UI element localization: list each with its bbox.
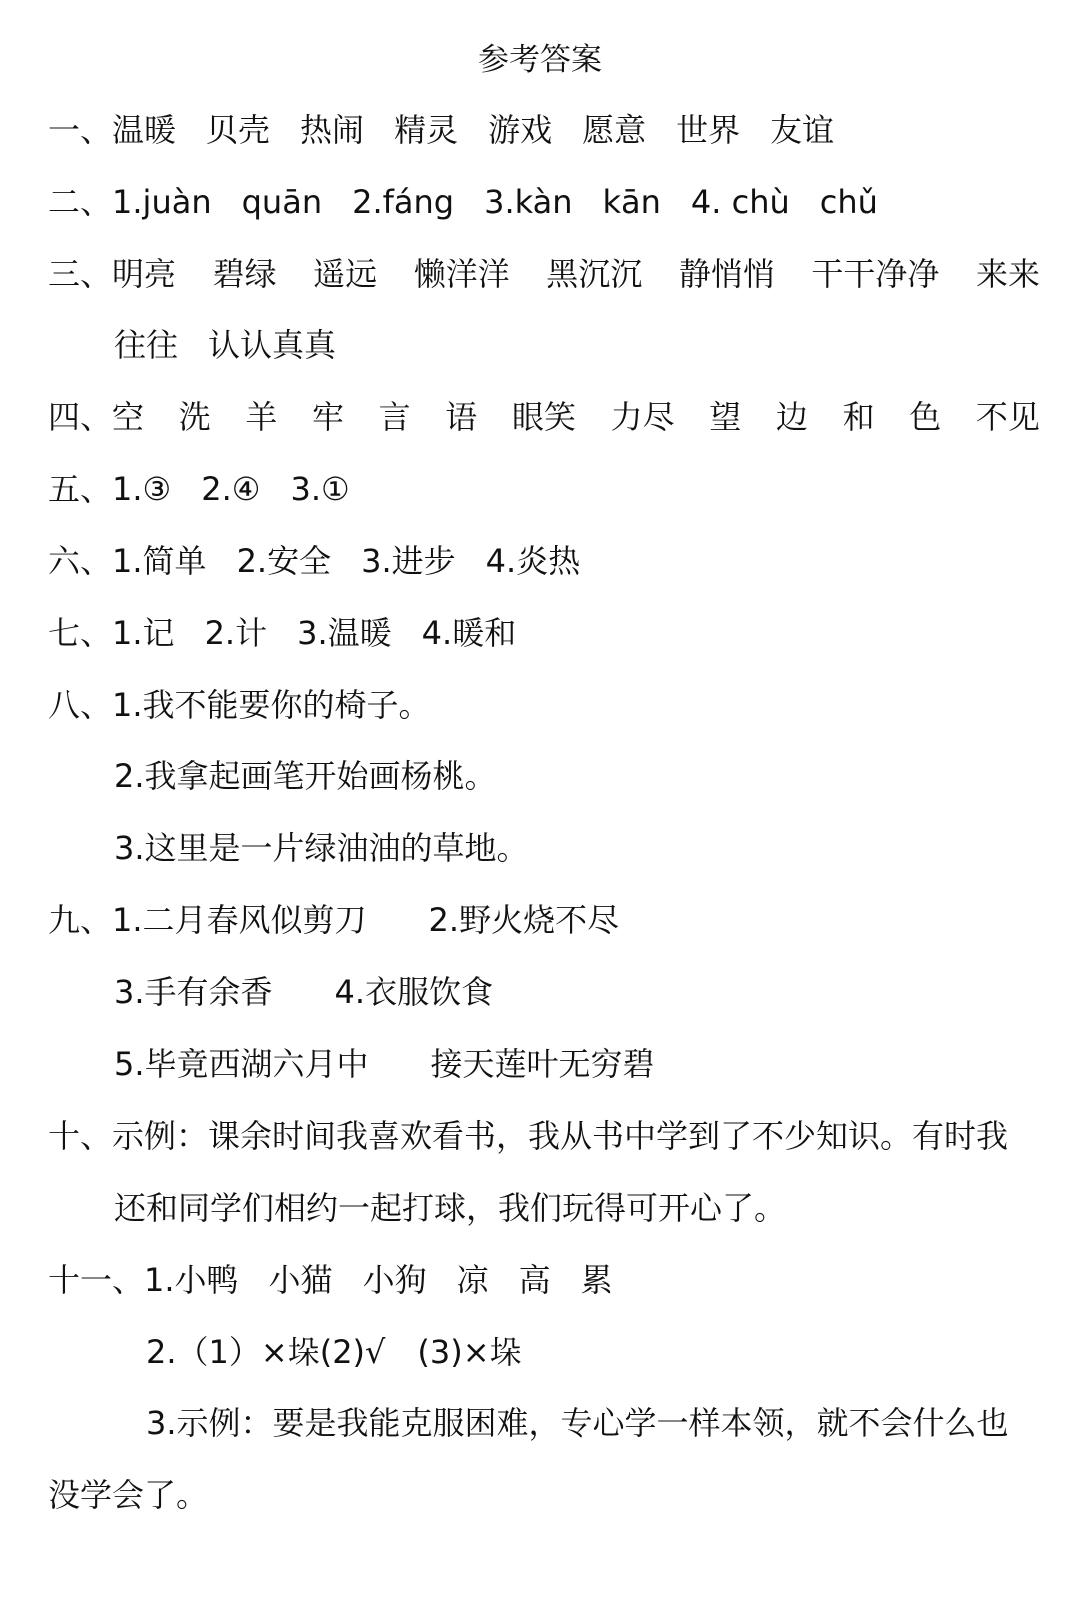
section-5-prefix: 五、: [48, 470, 113, 508]
section-11-line-3: 3.示例：要是我能克服困难，专心学一样本领，就不会什么也: [146, 1404, 1009, 1442]
section-6-prefix: 六、: [48, 542, 113, 580]
answer-word: 眼笑: [511, 398, 576, 436]
answer-word: 三、明亮: [48, 255, 177, 293]
poem-line: 九、1.二月春风似剪刀: [48, 901, 367, 939]
section-3-line-2: [114, 319, 1040, 371]
answer-word: 遥远: [313, 255, 378, 293]
answer-word: 干干净净: [811, 255, 940, 293]
section-8-line-1: 八、1.我不能要你的椅子。: [48, 686, 431, 724]
section-2-prefix: 二、: [48, 183, 113, 221]
poem-line: 4.衣服饮食: [334, 973, 494, 1011]
pinyin-answer: 3.kàn: [484, 183, 573, 221]
section-11-line-2: 2.（1）×垛(2)√ (3)×垛: [146, 1333, 522, 1371]
section-2: [48, 176, 1040, 228]
answer-word: 来来: [975, 255, 1040, 293]
answer-word: 精灵: [394, 111, 459, 149]
pinyin-answer: 4. chù: [690, 183, 790, 221]
pinyin-answer: chǔ: [819, 183, 878, 221]
section-9-line-2: [114, 966, 1040, 1018]
poem-line: 2.野火烧不尽: [428, 901, 620, 939]
section-4: [48, 391, 1040, 443]
answer-word: 四、空: [48, 398, 145, 436]
page-title: 参考答案: [478, 42, 602, 78]
section-6: [48, 535, 1040, 587]
answer-word: 碧绿: [212, 255, 277, 293]
answer-word: 色: [909, 398, 942, 436]
section-10-line-2: 还和同学们相约一起打球，我们玩得可开心了。: [114, 1189, 787, 1227]
section-8-line-3: 3.这里是一片绿油油的草地。: [114, 829, 529, 867]
section-9-line-1: [48, 894, 1040, 946]
section-5: [48, 463, 1040, 515]
answer-word: 温暖: [112, 111, 177, 149]
answer-word: 贝壳: [206, 111, 271, 149]
section-11-line-1: [48, 1254, 1040, 1306]
answer-word: 1.简单: [112, 542, 207, 580]
answer-word: 热闹: [300, 111, 365, 149]
answer-word: 1.记: [112, 614, 175, 652]
answer-word: 3.温暖: [297, 614, 392, 652]
answer-word: 友谊: [770, 111, 835, 149]
answer-word: 往往: [114, 326, 179, 364]
answer-word: 2.计: [204, 614, 268, 652]
answer-word: 累: [580, 1261, 613, 1299]
answer-word: 游戏: [488, 111, 553, 149]
section-3-line-1: [48, 248, 1040, 300]
answer-word: 3.进步: [361, 542, 456, 580]
answer-word: 静悄悄: [678, 255, 775, 293]
answer-word: 4.炎热: [485, 542, 581, 580]
answer-word: 牢: [311, 398, 344, 436]
answer-word: 2.安全: [236, 542, 332, 580]
answer-word: 黑沉沉: [546, 255, 643, 293]
answer-choice: 1.③: [112, 470, 172, 508]
section-1: [48, 104, 1040, 156]
pinyin-answer: quān: [241, 183, 323, 221]
answer-word: 言: [378, 398, 411, 436]
poem-line: 3.手有余香: [114, 973, 273, 1011]
answer-word: 力尽: [610, 398, 675, 436]
pinyin-answer: 2.fáng: [352, 183, 455, 221]
poem-line: 接天莲叶无穷碧: [430, 1045, 655, 1083]
answer-word: 愿意: [582, 111, 647, 149]
answer-word: 小猫: [268, 1261, 333, 1299]
answer-word: 语: [445, 398, 478, 436]
section-9-line-3: [114, 1038, 1040, 1090]
section-11-line-4: 没学会了。: [48, 1476, 209, 1514]
answer-word: 凉: [456, 1261, 489, 1299]
answer-word: 洗: [178, 398, 211, 436]
answer-choice: 3.①: [290, 470, 350, 508]
answer-word: 边: [775, 398, 808, 436]
section-7-prefix: 七、: [48, 614, 113, 652]
answer-word: 高: [518, 1261, 551, 1299]
section-7: [48, 607, 1040, 659]
answer-word: 懒洋洋: [413, 255, 510, 293]
answer-word: 羊: [245, 398, 278, 436]
answer-word: 和: [842, 398, 875, 436]
answer-word: 认认真真: [208, 326, 337, 364]
answer-word: 4.暖和: [421, 614, 517, 652]
section-1-prefix: 一、: [48, 111, 113, 149]
section-8-line-2: 2.我拿起画笔开始画杨桃。: [114, 757, 497, 795]
answer-choice: 2.④: [201, 470, 261, 508]
answer-word: 世界: [676, 111, 741, 149]
answer-word: 望: [709, 398, 742, 436]
answer-word: 小狗: [362, 1261, 427, 1299]
pinyin-answer: kān: [602, 183, 661, 221]
section-10-line-1: 十、示例：课余时间我喜欢看书，我从书中学到了不少知识。有时我: [48, 1117, 1009, 1155]
answer-word: 十一、1.小鸭: [48, 1261, 239, 1299]
answer-word: 不见: [975, 398, 1040, 436]
poem-line: 5.毕竟西湖六月中: [114, 1045, 369, 1083]
pinyin-answer: 1.juàn: [112, 183, 212, 221]
